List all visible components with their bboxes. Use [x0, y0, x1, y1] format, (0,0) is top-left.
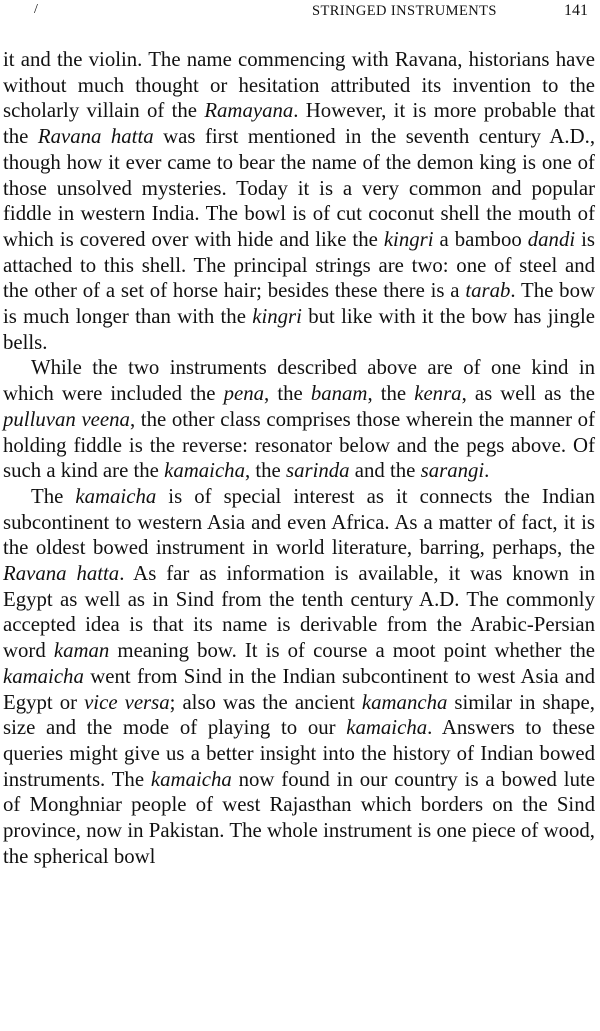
text-run: now found in our country is a bowed lute of Monghniar people of west Rajasthan which borders on the Sind province, now in Pakistan. The whole instrument is one piece of wood, the spherical bowl	[3, 767, 595, 868]
text-run: .	[484, 459, 490, 483]
paragraph	[3, 355, 595, 484]
header-mark: /	[34, 2, 38, 17]
italic-term: kamancha	[361, 690, 448, 714]
text-run: , as well as the	[461, 382, 595, 406]
page-number: 141	[564, 2, 588, 19]
text-run: , the other class comprises those wherein the manner of holding fiddle is the reverse: resonator below and the pegs above. Of such a kind are the	[3, 407, 595, 483]
text-run: . However, it is more probable that the	[3, 99, 595, 149]
italic-term: kamaicha	[150, 767, 232, 791]
text-run: meaning bow. It is of course a moot point whether the	[109, 639, 595, 663]
text-run: and the	[349, 459, 421, 483]
italic-term: Ravana hatta	[3, 562, 120, 586]
text-run: . The bow is much longer than with the	[3, 279, 595, 329]
italic-term: kamaicha	[346, 716, 428, 740]
text-run: , the	[244, 459, 286, 483]
text-run: a bamboo	[433, 227, 528, 251]
italic-term: Ramayana	[204, 99, 294, 123]
italic-term: kamaicha	[3, 664, 84, 688]
body-text	[3, 47, 595, 870]
italic-term: kingri	[252, 305, 302, 329]
text-run: . As far as information is available, it was known in Egypt as well as in Sind from the tenth century A.D. The commonly accepted idea is that its name is derivable from the Arabic-Persian word	[3, 562, 595, 663]
text-run: but like with it the bow has jingle bells.	[3, 305, 595, 354]
page-header	[0, 0, 600, 24]
text-run: went from Sind in the Indian subcontinent to west Asia and Egypt or	[3, 664, 595, 714]
italic-term: vice versa	[84, 690, 170, 714]
text-run: The	[31, 484, 76, 508]
text-run: , the	[367, 382, 415, 406]
paragraph	[3, 484, 595, 870]
italic-term: kenra	[414, 382, 462, 406]
text-run: is of special interest as it connects the Indian subcontinent to western Asia and even Africa. As a matter of fact, it is the oldest bowed instrument in world literature, barring, perhaps, the	[3, 484, 595, 560]
italic-term: kamaicha	[164, 459, 245, 483]
running-head: STRINGED INSTRUMENTS	[312, 3, 497, 19]
text-run: ; also was the ancient	[169, 690, 362, 714]
italic-term: Ravana hatta	[37, 125, 154, 149]
text-run: , the	[264, 382, 311, 406]
italic-term: kingri	[383, 227, 434, 251]
italic-term: kamaicha	[75, 484, 157, 508]
italic-term: banam	[310, 382, 368, 406]
text-run: was first mentioned in the seventh century A.D., though how it ever came to bear the name of the demon king is one of those unsolved mysteries. Today it is a very common and popular fiddle in western India. The bowl is of cut coconut shell the mouth of which is covered over with hide and like the	[3, 125, 596, 251]
text-run: . Answers to these queries might give us a better insight into the history of Indian bowed instruments. The	[3, 716, 595, 791]
italic-term: dandi	[527, 227, 576, 251]
text-run: similar in shape, size and the mode of playing to our	[3, 690, 595, 740]
italic-term: kaman	[53, 639, 110, 663]
text-run: it and the violin. The name commencing with Ravana, historians have without much thought or hesitation attributed its invention to the scholarly villain of the	[3, 48, 595, 123]
italic-term: pena	[223, 382, 265, 406]
text-run: is attached to this shell. The principal strings are two: one of steel and the other of a set of horse hair; besides these there is a	[3, 227, 595, 303]
italic-term: pulluvan veena	[3, 407, 130, 431]
text-run: While the two instruments described above are of one kind in which were included the	[3, 356, 595, 406]
italic-term: tarab	[465, 279, 511, 303]
paragraph	[3, 47, 595, 355]
italic-term: sarinda	[286, 459, 350, 483]
italic-term: sarangi	[420, 459, 485, 483]
